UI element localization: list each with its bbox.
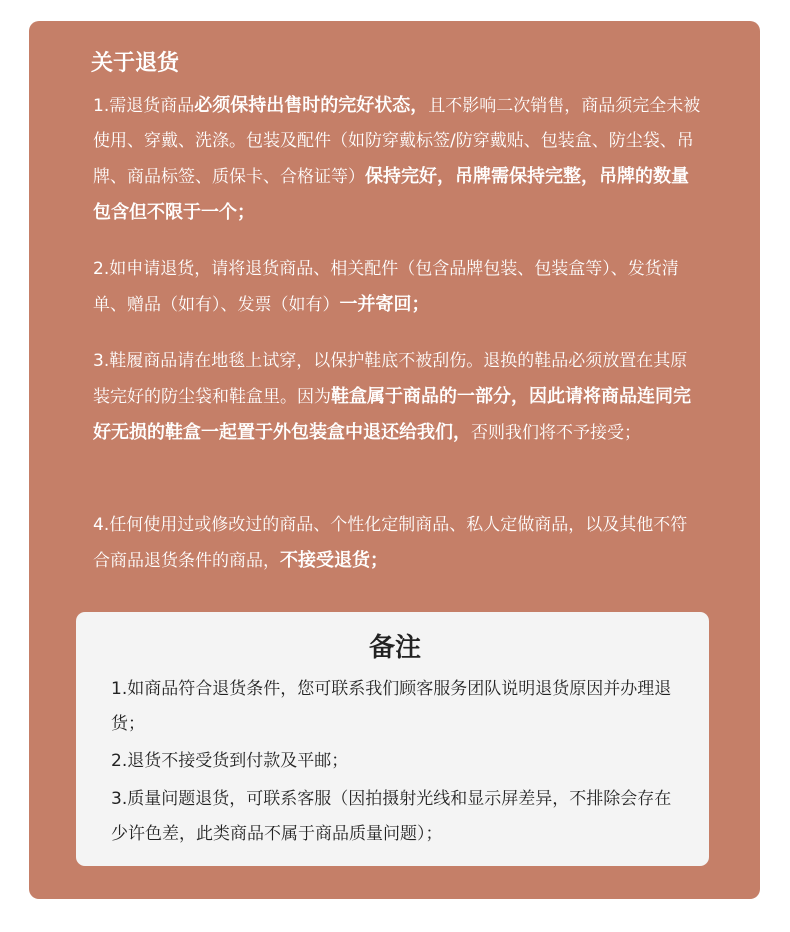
notes-title: 备注 bbox=[368, 633, 421, 663]
returns-rule-2-text: 2.如申请退货，请将退货商品、相关配件（包含品牌包装、包装盒等）、发货清单、赠品（如有）、发票（如有） bbox=[93, 259, 679, 315]
returns-rule-4-emphasis: 不接受退货； bbox=[280, 550, 388, 571]
note-item-1: 1.如商品符合退货条件，您可联系我们顾客服务团队说明退货原因并办理退货； bbox=[111, 679, 672, 734]
returns-rule-2-emphasis: 一并寄回； bbox=[339, 294, 430, 315]
returns-rule-3-emphasis: 鞋盒属于商品的一部分，因此请将商品连同完好无损的鞋盒一起置于外包装盒中退还给我们， bbox=[93, 386, 691, 443]
returns-rule-4-text: 4.任何使用过或修改过的商品、个性化定制商品、私人定做商品，以及其他不符合商品退货条件的商品， bbox=[93, 515, 688, 571]
returns-rule-1-emphasis-a: 必须保持出售时的完好状态， bbox=[194, 95, 429, 116]
returns-rule-2 bbox=[93, 252, 703, 323]
returns-rule-1 bbox=[93, 88, 703, 231]
returns-title: 关于退货 bbox=[91, 51, 180, 76]
note-item-2: 2.退货不接受货到付款及平邮； bbox=[111, 751, 349, 771]
returns-rule-3-text-b: 否则我们将不予接受； bbox=[471, 423, 641, 443]
returns-rule-4 bbox=[93, 508, 703, 579]
returns-rule-1-text-b: 且不影响二次销售，商品须完全未被使用、穿戴、洗涤。包装及配件（如防穿戴标签/防穿戴贴、包装盒、防尘袋、吊牌、商品标签、质保卡、合格证等） bbox=[93, 96, 701, 187]
returns-rule-1-emphasis-b: 保持完好，吊牌需保持完整，吊牌的数量包含但不限于一个； bbox=[93, 166, 689, 223]
returns-rule-3 bbox=[93, 344, 703, 451]
note-item-3: 3.质量问题退货，可联系客服（因拍摄射光线和显示屏差异，不排除会存在少许色差，此类商品不属于商品质量问题）； bbox=[111, 789, 672, 844]
returns-rule-1-text-a: 1.需退货商品 bbox=[93, 96, 195, 116]
returns-rule-3-text-a: 3.鞋履商品请在地毯上试穿，以保护鞋底不被刮伤。退换的鞋品必须放置在其原装完好的防尘袋和鞋盒里。因为 bbox=[93, 351, 688, 407]
